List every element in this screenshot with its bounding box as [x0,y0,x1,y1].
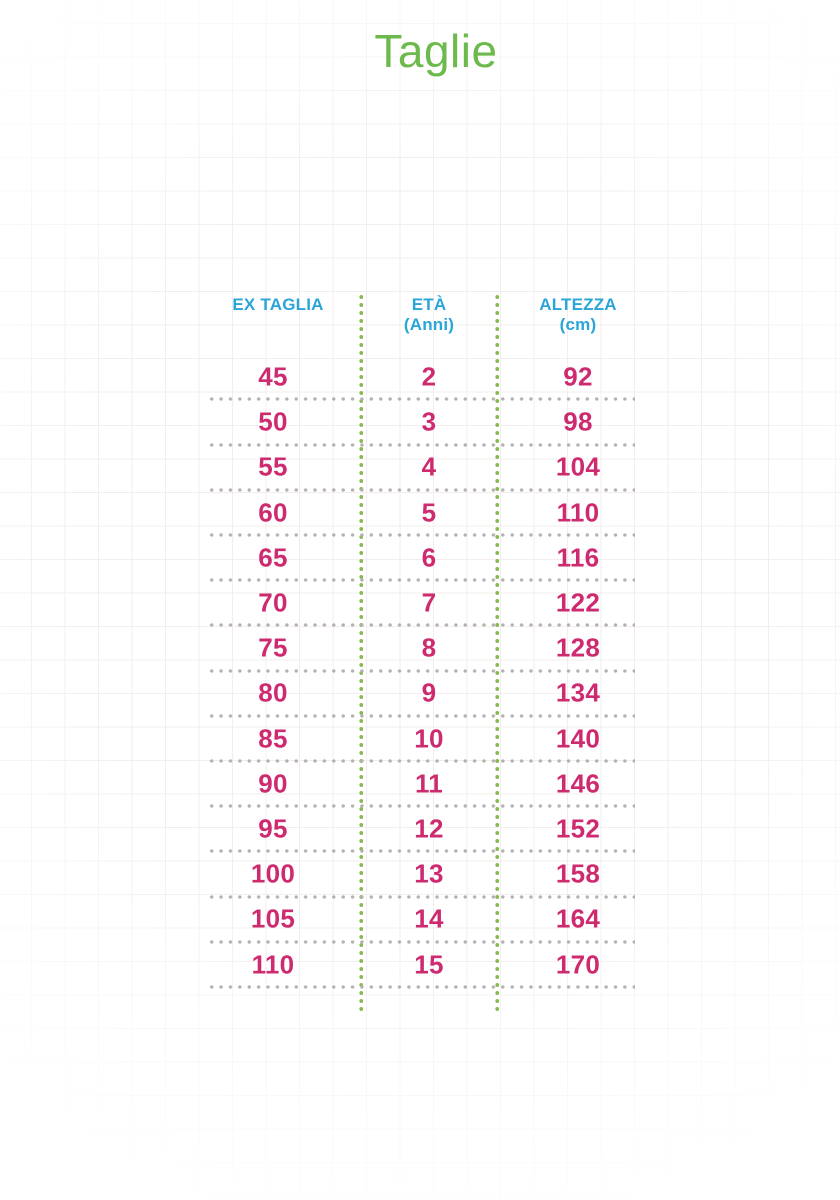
eta-anni-value: 2 [421,361,437,392]
altezza-cm-value: 110 [556,497,600,528]
row-separator-dotted-line [207,623,635,627]
ex-taglia-value: 75 [258,632,288,663]
altezza-cm-value: 134 [555,677,601,708]
column-header-ex-taglia [232,295,323,315]
column-header-title: EX TAGLIA [232,295,324,314]
eta-anni-value: 5 [421,497,437,528]
column-header-eta [404,295,454,335]
column-header-title: ETÀ [411,295,447,314]
row-separator-dotted-line [207,443,635,447]
eta-anni-value: 12 [414,813,444,844]
row-separator-dotted-line [207,849,635,853]
altezza-cm-value: 128 [555,632,601,663]
row-separator-dotted-line [207,714,635,718]
row-separator-dotted-line [207,397,635,401]
altezza-cm-value: 92 [563,361,593,392]
altezza-cm-value: 116 [556,542,600,573]
ex-taglia-value: 95 [258,813,288,844]
ex-taglia-value: 65 [258,542,288,573]
row-separator-dotted-line [207,985,635,989]
eta-anni-value: 14 [414,903,444,934]
eta-anni-value: 3 [421,406,437,437]
eta-anni-value: 9 [421,677,437,708]
eta-anni-value: 11 [414,768,444,799]
eta-anni-value: 10 [414,723,444,754]
column-header-subtitle: (cm) [559,315,597,334]
altezza-cm-value: 98 [563,406,593,437]
row-separator-dotted-line [207,533,635,537]
column-header-title: ALTEZZA [539,295,617,314]
altezza-cm-value: 140 [555,723,601,754]
ex-taglia-value: 70 [258,587,288,618]
page-title: Taglie [374,25,498,77]
row-separator-dotted-line [207,759,635,763]
ex-taglia-value: 100 [250,858,296,889]
altezza-cm-value: 158 [555,858,601,889]
row-separator-dotted-line [207,488,635,492]
altezza-cm-value: 164 [555,903,601,934]
row-separator-dotted-line [207,895,635,899]
eta-anni-value: 6 [421,542,437,573]
row-separator-dotted-line [207,940,635,944]
ex-taglia-value: 60 [258,497,288,528]
ex-taglia-value: 80 [258,677,288,708]
eta-anni-value: 15 [414,949,444,980]
altezza-cm-value: 152 [555,813,601,844]
altezza-cm-value: 170 [555,949,601,980]
eta-anni-value: 7 [421,587,437,618]
eta-anni-value: 4 [421,451,437,482]
ex-taglia-value: 55 [258,451,288,482]
altezza-cm-value: 122 [555,587,601,618]
ex-taglia-value: 50 [258,406,288,437]
altezza-cm-value: 146 [555,768,601,799]
ex-taglia-value: 45 [258,361,288,392]
row-separator-dotted-line [207,578,635,582]
column-header-altezza [539,295,617,335]
eta-anni-value: 8 [421,632,437,663]
eta-anni-value: 13 [414,858,444,889]
ex-taglia-value: 90 [258,768,288,799]
column-header-subtitle: (Anni) [403,315,455,334]
ex-taglia-value: 110 [251,949,295,980]
altezza-cm-value: 104 [555,451,601,482]
ex-taglia-value: 85 [258,723,288,754]
ex-taglia-value: 105 [250,903,296,934]
row-separator-dotted-line [207,804,635,808]
row-separator-dotted-line [207,669,635,673]
